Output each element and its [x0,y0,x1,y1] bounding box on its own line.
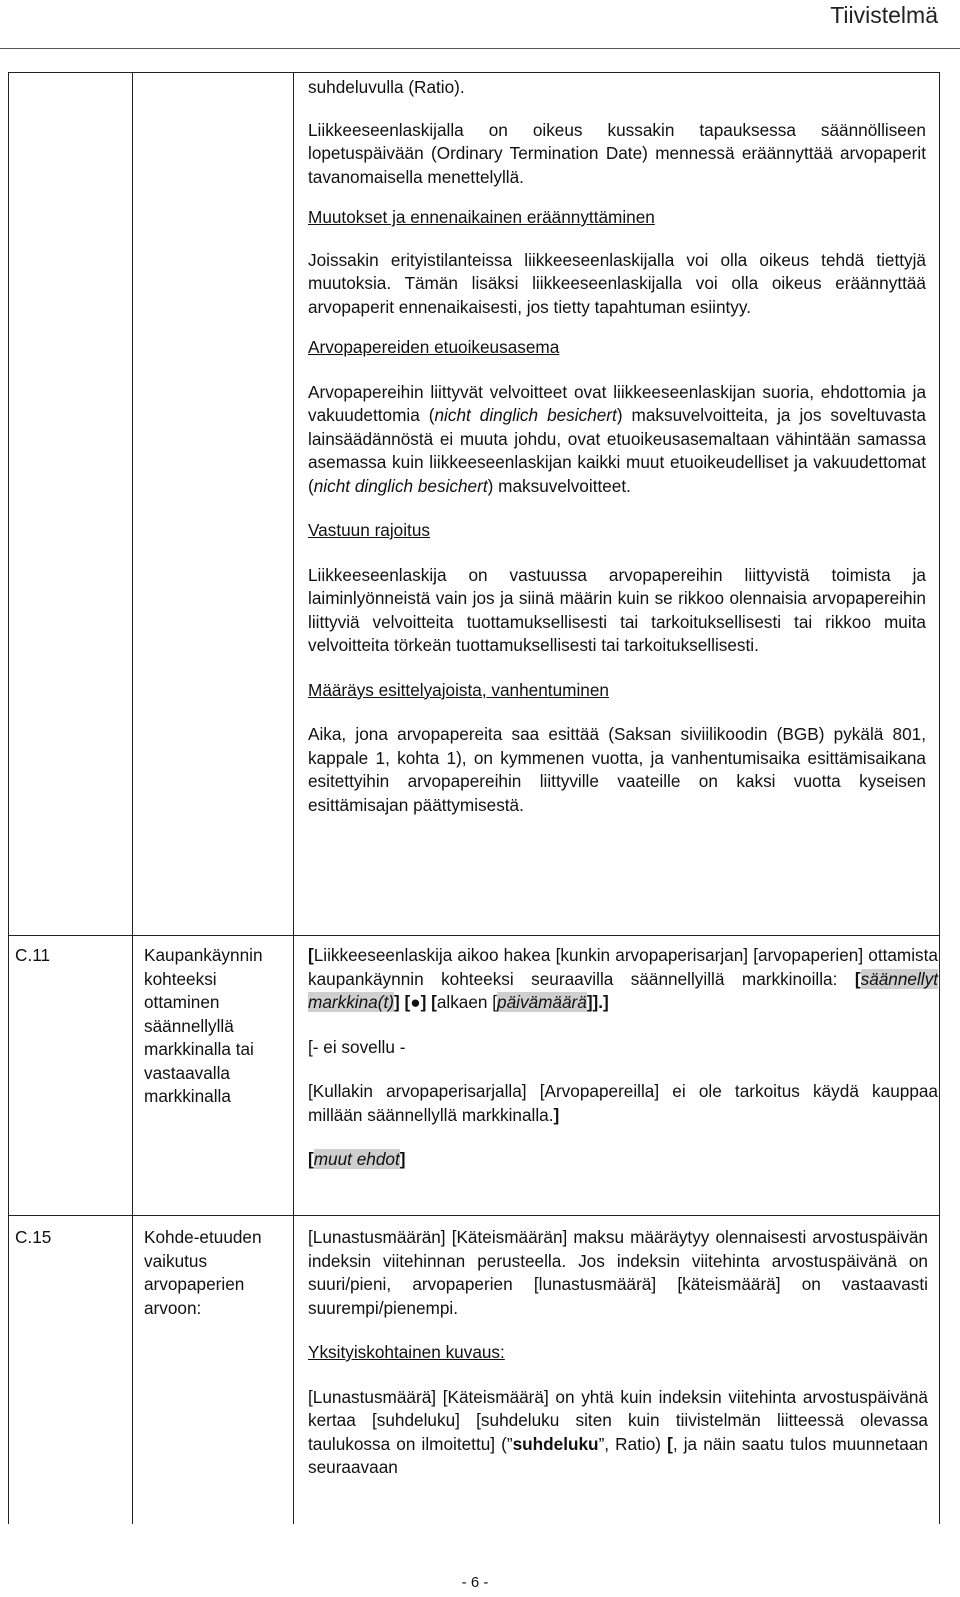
heading-changes: Muutokset ja ennenaikainen eräännyttäminen [308,207,655,227]
page-number [0,1574,960,1591]
c11-content-cell [308,944,938,1172]
c11-admission-text: Liikkeeseenlaskija aikoo hakea [kunkin arvopaperisarjan] [arvopaperien] ottamista kaupankäynnin kohteeksi seuraavilla säännellyillä markkinoilla: [308,945,938,989]
paragraph-changes: Joissakin erityistilanteissa liikkeeseenlaskijalla voi olla oikeus tehdä tiettyjä muutoksia. Tämän lisäksi liikkeeseenlaskijalla voi olla oikeus eräännyttää arvopaperit ennenaikaisesti, jos tietty tapahtuman esiintyy. [308,249,926,317]
paragraph-status [308,381,926,499]
bracket: [ [308,1149,314,1169]
c11-admission-paragraph [308,944,938,1015]
c11-market-placeholder: säännellyt markkina(t) [308,968,938,1012]
bracket: ] [ [420,992,437,1012]
table-border-col1 [132,72,133,1524]
table-border-right [939,72,940,1524]
heading-liability: Vastuun rajoitus [308,520,430,540]
bracket: [ [308,945,314,965]
table-row-divider-c15 [8,1215,940,1216]
c15-ratio-term: suhdeluku [512,1433,599,1454]
c11-no-trading-text: [Kullakin arvopaperisarjalla] [Arvopapereilla] ei ole tarkoitus käydä kauppaa millään säännellyllä markkinalla. [308,1081,938,1125]
c11-other-terms-placeholder: muut ehdot [313,1149,400,1169]
status-text-d: nicht dinglich besichert [313,475,488,496]
c15-id: C.15 [15,1227,52,1247]
bracket: ] [553,1104,560,1125]
c15-detailed-paragraph [308,1386,928,1480]
c11-from-text: alkaen [ [436,992,498,1012]
status-text-e: ) maksuvelvoitteet. [487,475,631,496]
bracket: ]].] [586,992,609,1012]
heading-status: Arvopapereiden etuoikeusasema [308,337,560,357]
c15-detail-text-c: ”, Ratio) [598,1433,668,1454]
table-border-col2 [293,72,294,1524]
c15-effect-paragraph: [Lunastusmäärän] [Käteismäärän] maksu määräytyy olennaisesti arvostuspäivän indeksin viitehinnan perusteella. Jos indeksin viitehinta arvostuspäivänä on suuri/pieni, arvopaperien [lunastusmäärä] [käteismäärä] on vastaavasti suurempi/pienempi. [308,1227,928,1318]
c15-detailed-heading: Yksityiskohtainen kuvaus: [308,1342,505,1362]
c11-id: C.11 [15,945,51,965]
paragraph-termination: Liikkeeseenlaskijalla on oikeus kussakin tapauksessa säännölliseen lopetuspäivään (Ordinary Termination Date) mennessä eräännyttää arvopaperit tavanomaisella menettelyllä. [308,119,926,187]
c11-date-placeholder: päivämäärä [497,992,587,1012]
bracket: [ [854,968,861,989]
c15-label: Kohde-etuuden vaikutus arvopaperien arvoon: [144,1227,262,1318]
page-number-text: - 6 - [461,1574,489,1591]
status-text-a: Arvopapereihin liittyvät velvoitteet ovat liikkeeseenlaskijan suoria, ehdottomia ja vakuudettomia ( [308,381,926,425]
c11-label: Kaupankäynnin kohteeksi ottaminen säännellyllä markkinalla tai vastaavalla markkinalla [144,945,263,1106]
bracket: ] [ [393,992,411,1012]
bracket: ] [399,1149,406,1169]
paragraph-liability: Liikkeeseenlaskija on vastuussa arvopapereihin liittyvistä toimista ja laiminlyönneistä vain jos ja siinä määrin kuin se rikkoo olennaisia arvopapereihin liittyviä velvoitteita tuottamuksellisesti tai tarkoituksellisesti tai rikkoo muita velvoitteita törkeän tuottamuksellisesti tai tarkoituksellisesti. [308,564,926,655]
paragraph-ratio: suhdeluvulla (Ratio). [308,77,465,97]
c11-other-terms [308,1148,938,1172]
c15-detail-text-a: [Lunastusmäärä] [Käteismäärä] on yhtä kuin indeksin viitehinta arvostuspäivänä kertaa [suhdeluku] [suhdeluku siten kuin tiivistelmän liitteessä olevassa taulukossa on ilmoitettu] (” [308,1386,928,1454]
status-text-c: ) maksuvelvoitteita, ja jos soveltuvasta lainsäädännöstä ei muuta johdu, ovat etuoikeusasemaltaan vähintään samassa asemassa kuin liikkeeseenlaskijan kaikki muut etuoikeudelliset ja vakuudettomat ( [308,405,926,496]
table-border-left [8,72,9,1524]
c11-not-applicable: [- ei sovellu - [308,1036,406,1057]
c15-detail-text-e: , ja näin saatu tulos muunnetaan seuraavaan [308,1433,928,1477]
table-row-divider-c11 [8,935,940,936]
heading-presentation: Määräys esittelyajoista, vanhentuminen [308,679,609,700]
c11-no-trading-paragraph [308,1080,938,1127]
header-title: Tiivistelmä [830,2,938,28]
paragraph-presentation: Aika, jona arvopapereita saa esittää (Saksan siviilikoodin (BGB) pykälä 801, kappale 1, kohta 1), on kymmenen vuotta, ja vanhentumisaika esittämisaikana esitettyihin arvopapereihin liittyville vaateille on kaksi vuotta kyseisen esittämisajan päättymisestä. [308,724,926,815]
bracket: [ [667,1433,673,1454]
header-rule [0,48,960,49]
bullet-placeholder: ● [410,992,421,1012]
c15-content-cell [308,1226,928,1480]
status-text-b: nicht dinglich besichert [434,405,617,425]
table-border-top [8,72,940,73]
continued-content-cell [308,76,926,817]
